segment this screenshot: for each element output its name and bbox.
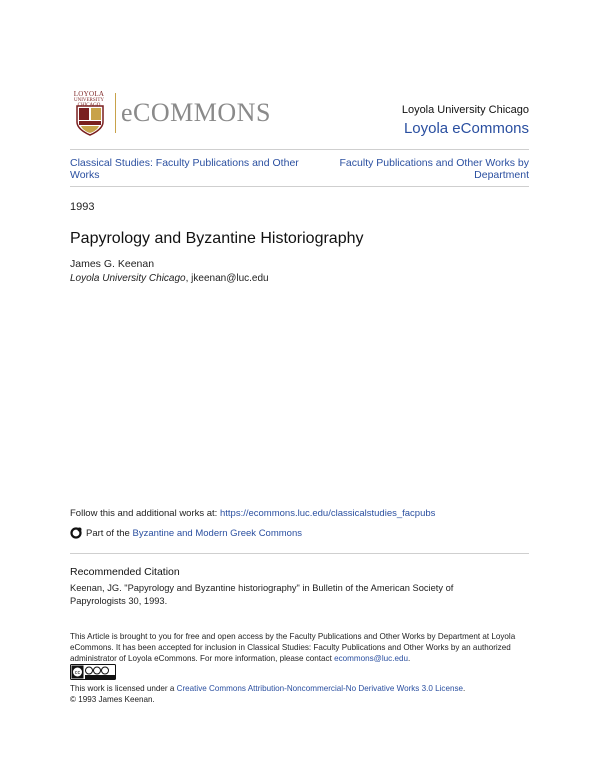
ecommons-brand[interactable]: eCOMMONS bbox=[121, 98, 271, 127]
collection-link-right[interactable]: Faculty Publications and Other Works by Department bbox=[339, 157, 529, 181]
logo-wordmark: LOYOLA bbox=[73, 90, 105, 98]
license-prefix: This work is licensed under a bbox=[70, 684, 177, 693]
contact-email-link[interactable]: ecommons@luc.edu bbox=[334, 654, 408, 663]
part-of-line bbox=[70, 527, 302, 539]
divider bbox=[70, 186, 529, 187]
citation-heading: Recommended Citation bbox=[70, 566, 180, 578]
follow-url-link[interactable]: https://ecommons.luc.edu/classicalstudies_facpubs bbox=[219, 508, 436, 519]
svg-text:cc: cc bbox=[74, 670, 81, 676]
license-block bbox=[70, 683, 530, 705]
license-line bbox=[70, 683, 530, 694]
notice-text: This Article is brought to you for free and open access by the Faculty Publications and Other Works by Department at Loyola eCommons. It has been accepted for inclusion in Classical Studies: Faculty Publications and Other Works by an authorized administrator of Loyola eCommons. For more information, please contact bbox=[70, 632, 516, 663]
author-affiliation bbox=[70, 273, 269, 284]
citation-text: Keenan, JG. "Papyrology and Byzantine historiography" in Bulletin of the American Society of Papyrologists 30, 1993. bbox=[70, 583, 454, 606]
divider bbox=[70, 149, 529, 150]
license-suffix: . bbox=[463, 684, 466, 693]
notice-end: . bbox=[407, 654, 411, 663]
follow-line bbox=[70, 508, 435, 519]
discipline-link[interactable]: Byzantine and Modern Greek Commons bbox=[132, 527, 302, 539]
cc-license-badge[interactable] bbox=[70, 664, 116, 680]
follow-prefix: Follow this and additional works at: bbox=[70, 508, 220, 519]
logo-divider bbox=[115, 93, 116, 133]
affiliation-name: Loyola University Chicago bbox=[70, 273, 186, 284]
access-notice bbox=[70, 631, 530, 664]
license-link[interactable]: Creative Commons Attribution-Noncommercial-No Derivative Works 3.0 License bbox=[176, 684, 464, 693]
university-name: Loyola University Chicago bbox=[401, 104, 529, 116]
part-of-prefix: Part of the bbox=[86, 527, 130, 539]
author-email: , jkeenan@luc.edu bbox=[185, 273, 269, 284]
logo-subtitle: UNIVERSITY bbox=[74, 98, 104, 103]
loyola-shield-icon bbox=[75, 104, 105, 141]
divider bbox=[70, 553, 529, 554]
network-icon bbox=[70, 527, 82, 539]
repository-link[interactable]: Loyola eCommons bbox=[403, 120, 529, 137]
publication-year: 1993 bbox=[70, 201, 95, 213]
author-name: James G. Keenan bbox=[70, 258, 155, 270]
collection-link-left[interactable]: Classical Studies: Faculty Publications and Other Works bbox=[70, 157, 299, 181]
copyright-line: © 1993 James Keenan. bbox=[70, 695, 155, 704]
paper-title: Papyrology and Byzantine Historiography bbox=[70, 230, 364, 247]
